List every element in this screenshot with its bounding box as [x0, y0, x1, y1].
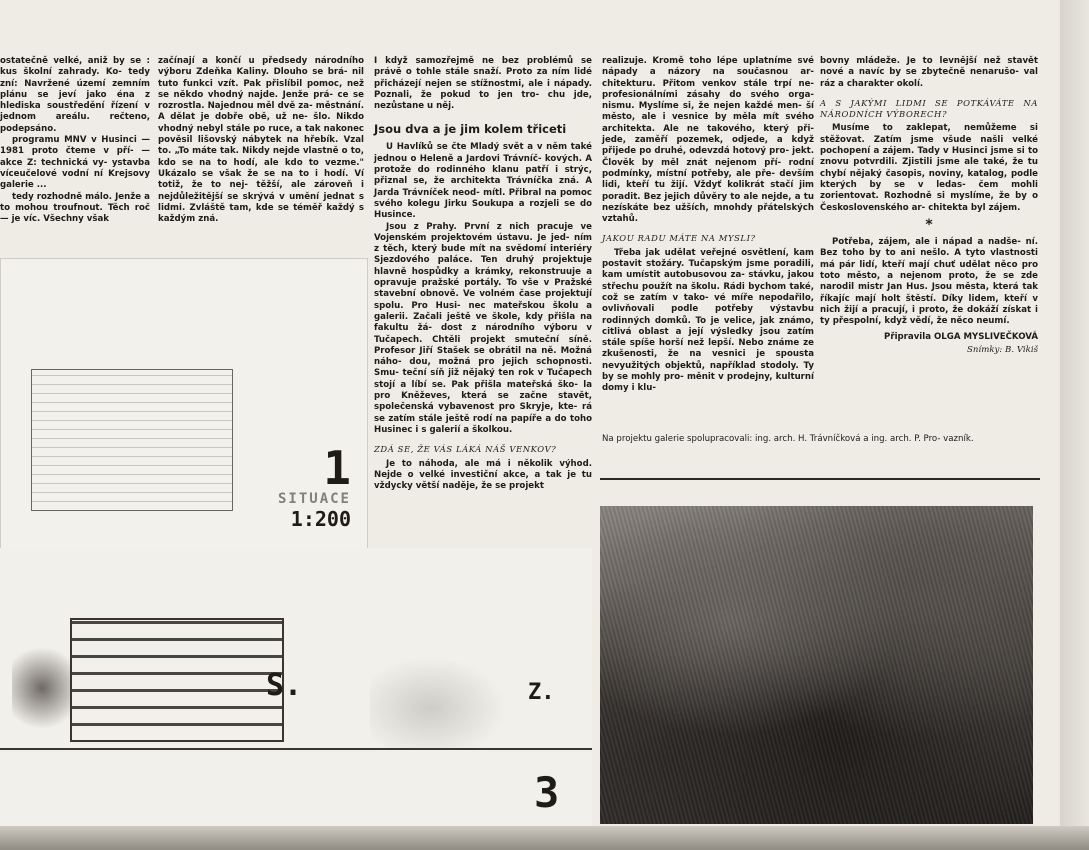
plan-scale: 1:200 [290, 507, 351, 531]
tree-sketch [12, 638, 72, 738]
paragraph: začínají a končí u předsedy národního výboru Zdeňka Kaliny. Dlouho se brá- nil tuto funkci vzít. Pak přislíbil pomoc, než se někdo vhodný najde. Jenže prá- ce se rozrostla. Najednou měl dvě za- městnání. A dělat je dobře obě, už ne- šlo. Nikdo vhodný nebyl stále po ruce, a tak nakonec pověsil lišovský nábytek na hřebík. Vzal to. „To máte tak. Nikdy nejde vlastně o to, kdo se na to hodí, ale kdo to vezme." Ukázalo se však že se na to i hodí. Ví totiž, že to nej- těžší, ale zároveň i nejdůležitější se skrývá v umění jednat s lidmi. Zvláště tam, kde se téměř každý s každým zná. [158, 56, 364, 225]
text-column-3 [374, 56, 592, 492]
text-column-2 [158, 56, 364, 225]
page-bottom-shadow [0, 826, 1089, 850]
paragraph: I když samozřejmě ne bez problémů se právě o tohle stále snaží. Proto za ním lidé přicházejí nejen se stížnostmi, ale i nápady. Poznali, že pokud to jen tro- chu jde, nezůstane u něj. [374, 56, 592, 112]
plan-title: SITUACE [277, 491, 351, 507]
photo-credit: Snímky: B. Vikiš [967, 344, 1038, 355]
paragraph: Musíme to zaklepat, nemůžeme si stěžovat. Zatím jsme všude našli velké pochopení a zájem. Tady v Husinci jsme si to znovu potvrdili. Zjistili jsme ale také, že tu chybí nějaký časopis, noviny, katalog, podle kterých by se v ledas- čem mohli zorientovat. Rozhodně si myslíme, že by o Československého ar- chitekta byl zájem. [820, 123, 1038, 213]
paragraph: Je to náhoda, ale má i několik výhod. Nejde o velké investiční akce, a tak je tu vždycky větší naděje, že se projekt [374, 458, 592, 492]
interview-question: ZDÁ SE, ŽE VÁS LÁKÁ NÁŠ VENKOV? [374, 444, 557, 455]
site-plan-drawing [0, 258, 368, 550]
paragraph: realizuje. Kromě toho lépe uplatníme své nápady a názory na současnou ar- chitekturu. Přitom venkov stále trpí ne- profesionálními zásahy do svého orga- nismu. Myslíme si, že nejen každé men- ší město, ale i vesnice by měla mít svého architekta. Ale ne takového, který při- jede, zaměří pozemek, odjede, a když přijede po druhé, odevzdá hotový pro- jekt. Člověk by měl znát nejenom pří- rodní podmínky, místní potřeby, ale pře- devším lidi, kteří tu žijí. Vždyť kolikrát stačí jim poradit. Bez jejich důvěry to ale nejde, a tu nezískáte bez užších, mnohdy přátelských vztahů. [602, 56, 814, 225]
section-label-s: S. [266, 668, 303, 703]
paragraph: tedy rozhodně málo. Jenže a to mohou troufnout. Těch roč — je víc. Všechny však [0, 191, 150, 225]
interview-question: JAKOU RADU MÁTE NA MYSLI? [602, 233, 756, 244]
text-column-4 [602, 56, 814, 395]
paragraph: Třeba jak udělat veřejné osvětlení, kam postavit stožáry. Tučapským jsme poradili, kam umístit autobusovou za- stávku, jakou střechu použít na školu. Rádi bychom také, což se zatím v tako- vé míře nepodařilo, ovlivňovali podle potřeby výstavbu rodinných domků. To je velice, jak známo, citlivá oblast a její výsledky jsou zatím stále spíše horší než lepší. Nebo známe ze zkušenosti, že na vesnici je spousta nevyužitých objektů, například stodoly. Ty by se mohly pro- měnit v prodejny, kulturní domy i klu- [602, 247, 814, 394]
section-heading: Jsou dva a je jim kolem třiceti [374, 122, 567, 137]
author-byline: Připravila OLGA MYSLIVEČKOVÁ [884, 331, 1038, 342]
paragraph: ostatečně velké, aniž by se : kus školní zahrady. Ko- tedy zní: Navržené území zemním plánu se jeví jako éna z hlediska soustředění řízení v jednom areálu. rečteno, podepsáno. [0, 56, 150, 134]
divider-rule [600, 478, 1040, 480]
building-section-sketch [70, 618, 284, 742]
paragraph: Potřeba, zájem, ale i nápad a nadše- ní. Bez toho by to ani nešlo. A tyto vlastnosti má pár lidí, kteří mají chuť udělat něco pro toto město, a nejenom proto, že se zde narodil mistr Jan Hus. Jsou města, která tak říkajíc mají holt štěstí. Díky lidem, kteří v nich žijí a pracují, i proto, že dokáží získat i ty přespolní, když vědí, že něco neumí. [820, 237, 1038, 327]
paragraph: bovny mládeže. Je to levnější než stavět nové a navíc by se zbytečně nenarušo- val ráz a charakter okolí. [820, 56, 1038, 89]
section-number: 3 [534, 768, 560, 817]
plan-label [277, 441, 351, 531]
star-separator-icon: * [925, 216, 933, 233]
paragraph: Jsou z Prahy. První z nich pracuje ve Vojenském projektovém ústavu. Je jed- ním z těch, který bude mít na svědomí interiéry Sjezdového paláce. Ten druhý projektuje hlavně hospůdky a krámky, rekonstruuje a opravuje pražské portály. To vše v Pražské stavební obnově. Ve volném čase projektují spolu. Pro Husi- nec mateřskou školu a galerii. Začali ještě ve škole, kdy přišla na fakultu žá- dost z národního výboru v Tučapech. Chtěli projekt smuteční síně. Profesor Jiří Stašek se obrátil na ně. Možná náho- dou, možná pro jejich schopnosti. Smu- teční síň již nějaký ten rok v Tučapech stojí a líbí se. Pak přišla mateřská ško- la pro Kněževes, která se začne stavět, společenská vybavenost pro Skryje, kte- rá se zatím stále ještě rodí na papíře a do toho Husinec i s galerií a školkou. [374, 221, 592, 435]
text-column-5 [820, 56, 1038, 356]
section-label-z: Z. [528, 680, 555, 705]
landscape-section-sketch [370, 648, 520, 750]
page-edge-shadow [1060, 0, 1089, 826]
paragraph: programu MNV v Husinci —1981 proto čteme v pří- — akce Z: technická vy- ystavba víceučelové vodní ní Krejsovy galerie ... [0, 135, 150, 191]
interview-question: A S JAKÝMI LIDMI SE POTKÁVÁTE NA NÁRODNÍCH VÝBORECH? [820, 97, 1038, 120]
text-column-1 [0, 56, 150, 225]
paragraph: U Havlíků se čte Mladý svět a v něm také jednou o Heleně a Jardovi Trávníč- kových. A protože do rodinného klanu patří i strýc, přiznal se, že architekta Trávníčka zná. A Jarda Trávníček neod- mítl. Přibral na pomoc svého kolegu Jirku Soukupa a rozjeli se do Husince. [374, 142, 592, 221]
landscape-photo [600, 506, 1033, 824]
site-plan-sketch [31, 369, 233, 511]
plan-number: 1 [323, 441, 351, 495]
section-drawing [0, 548, 592, 826]
ground-line [0, 748, 592, 750]
project-caption: Na projektu galerie spolupracovali: ing. arch. H. Trávníčková a ing. arch. P. Pro- vazník. [602, 434, 974, 444]
